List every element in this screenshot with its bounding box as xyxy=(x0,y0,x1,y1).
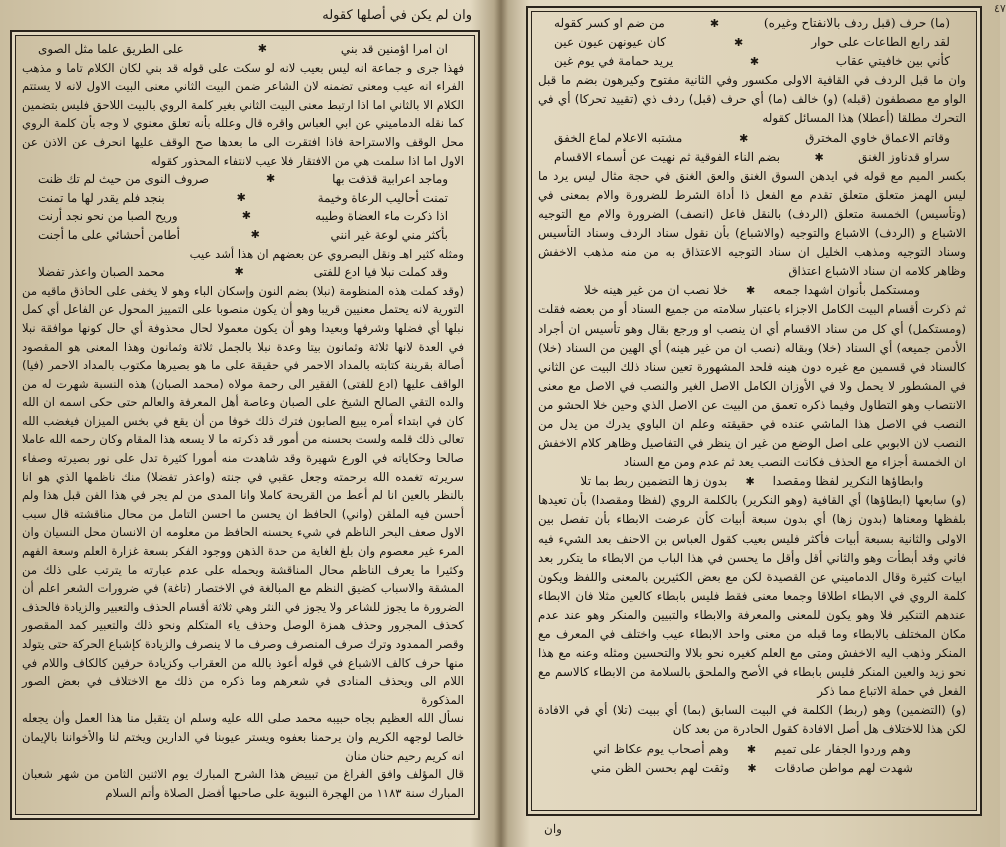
left-page-header: وان لم يكن في أصلها كقوله xyxy=(322,8,472,23)
star-separator: ✱ xyxy=(265,172,276,186)
hemistich: ومستكمل بأنوان اشهدا جمعه xyxy=(773,283,920,298)
hemistich: من ضم او كسر كقوله xyxy=(554,16,665,30)
verse-line xyxy=(22,207,464,226)
verse-line xyxy=(538,129,966,148)
commentary-paragraph: وان ما قبل الردف في القافية الاولى مكسور وفي الثانية مفتوح وكيرهون بضم ما قبل الواو مع مصطفون (قبله) (و) خالف (ما) أي حرف (قبل) ردف ذي (تقييد تحركا) أي في التحرك مطلقا (أعطلا) هذا المسائل كقوله xyxy=(538,73,966,126)
hemistich: وهم وردوا الجفار على تميم xyxy=(774,741,911,756)
left-page xyxy=(0,0,494,847)
hemistich: صروف النوى من حيث لم تك ظنت xyxy=(38,172,209,187)
hemistich: يريد حمامة في يوم غين xyxy=(554,54,674,69)
verse-line xyxy=(22,226,464,245)
star-separator: ✱ xyxy=(747,761,757,775)
star-separator: ✱ xyxy=(241,209,251,223)
hemistich: سراو قدناوز الغنق xyxy=(858,149,950,164)
hemistich: وماجد اعرابية قذفت بها xyxy=(332,172,448,187)
hemistich: لقد رابع الطاعات على حوار xyxy=(811,35,950,50)
verse-line xyxy=(538,52,966,71)
commentary-paragraph: ثم ذكرت أقسام البيت الكامل الاجزاء باعتبار سلامته من جميع السناد أو من بعضه فقلت (ومستكمل) أي كل من سناد الاقسام أي ان ينصب او ورجع بقال وهو تأسيس ان أجراد الأدمن جميعه) أي السناد (خلا) وبقاله (نصب ان من غير هينه) أي الهين من السناد (خلا) كالسناد في قسمين مع غيره دون هينه فلحد المشهورة تعين سناد ذلك البيت عن الثاني في المشطور لا يحمل ولا في الأوزان الكامل الاصل الغير والنصب في الاصل مع معنى الانتصاب وهو التطاول وفيما ذكره تعمق من البيت عن الاصل الذي وحين خلا الحشو من النصب في الاصل هذا الماشي عنده في حقيقته وعلم ان الباوي يدرك من يدل من النصب لان الابوبي على اصل الوضع من غير ان ينظر في التفاصيل وظاهر كلام الاخفش ان الخمسة أجزاء مع الحذف فكانت النصب يعد ثم عدم ومن مع السناد xyxy=(538,302,966,470)
hemistich: كان عيونهن عيون عين xyxy=(554,35,667,50)
hemistich: على الطريق علما مثل الصوى xyxy=(38,42,184,56)
hemistich: ان امرا اؤمنين قد بني xyxy=(340,42,448,56)
hemistich: تمنت أحاليب الرعاة وخيمة xyxy=(317,190,448,205)
star-separator: ✱ xyxy=(749,55,760,69)
star-separator: ✱ xyxy=(745,475,755,489)
hemistich: بأكثر مني لوعة غير انني xyxy=(330,227,448,242)
hemistich: خلا نصب ان من غير هينه خلا xyxy=(584,283,729,298)
star-separator: ✱ xyxy=(746,742,757,756)
closing-prayer: نسأل الله العظيم بجاه حبيبه محمد صلى الله عليه وسلم ان يتقبل منا هذا العمل وأن يجعله خالصا لوجهه الكريم وان يرحمنا بعفوه ويستر عيوبنا في الدارين ويختم لنا والأخواننا بالإيمان انه كريم رحيم حنان منان xyxy=(22,711,464,763)
right-page-text xyxy=(538,14,966,778)
verse-line xyxy=(538,759,966,778)
hemistich: بضم الناء الفوقية ثم نهيت عن أسماء الاقسام xyxy=(554,149,781,164)
star-separator: ✱ xyxy=(250,227,260,241)
catchword: وان xyxy=(544,822,562,836)
hemistich: كأني بين خافيتي عقاب xyxy=(835,54,950,69)
book-gutter xyxy=(494,0,508,847)
verse-line xyxy=(22,40,464,59)
hemistich: وابطاؤها النكرير لفظا ومقصدا xyxy=(772,474,924,489)
hemistich: أطامن أحشائي على ما أجنت xyxy=(38,227,180,242)
hemistich: مشتبه الاعلام لماع الخفق xyxy=(554,130,683,145)
hemistich: محمد الصبان واعذر تفضلا xyxy=(38,265,165,280)
commentary-paragraph: ومثله كثير اهـ ونقل البصروي عن بعضهم ان هذا أشد عيب xyxy=(189,246,464,261)
star-separator: ✱ xyxy=(739,131,749,145)
commentary-paragraph: (و) سابعها (ابطاؤها) أي القافية (وهو النكرير) بالكلمة الروي (لفظا ومقصدا) بأن تعيدها بلفظها ومعناها (بدون زها) أي بدون سبعة أبيات كأن عرضت الابطاء بأن تفصل بين الاولى والثانية بسبعة أبيات فأكثر فليس بعيب كقول العباس بن الاحنف بعد الشيء فيه فاني وقد أبطأت وهو والثاني أقل وأقل ما يحسن في هذا الباب من الابطاء ما يتكرر بعد ابيات كثيرة وقال الدماميني عن القصيدة لكن مع بعض الكثيرين بالمعنى واللفظ ويكون كلمة الروي في الابطاء اطلاقا وجمعا معنى فقط فليس بابطاء كالعين مثلا فان الابطاء عندهم التنكير فلا وهو يكون للمعنى والمعرفة والابطاء والتبيين والمنكر وهو عند عدم مكان المختلف بالابطاء وما قبله من معنى واحد الابطاء عيب واختلف في المعرف مع المنكر وذهب اليه الاخفش ومتى مع العلم كغيره نحو بلالا والتحسين ومثله وعنه مع هذا نحو زيد والعين المنكر فليس بابطاء في الأصح والملحق بالسلامة من الابطاء كالاسم مع الفعل في حملة الاتباع مما ذكر xyxy=(538,493,966,699)
commentary-paragraph: بكسر الميم مع قوله في ايدهن السوق الغنق والعق الغنق في حجة مثال ليس يرد ما ليس الهمز متعلق متعلق تقدم مع الفعل ذا أداة الشرط للضرورة والام بمعنى في (وتأسيس) الخمسة متعلق (الردف) بالنقل فاعل (انصف) الضرورة والام مع التوجيه الاشباع و (الردف) الاشباع والتوجيه (والاشباع) بأن نقول سناد الردف وسناد التأسيس وسناد التوجيه ومذهب الخليل ان سناد التوجيه الاعتذاق به من منه مذهب الاخفش وظاهر كلامه ان سناد الاشباع اعتذاق xyxy=(538,168,966,279)
star-separator: ✱ xyxy=(709,17,720,30)
commentary-paragraph: (وقد كملت هذه المنظومة (نبلا) بضم النون وإسكان الباء وهو لا يخفى على الحاذق ماقيه من التورية لانه يحتمل معنيين قريبا وهو أن يكون منصوبا على التمييز المحول عن الفاعل أي كمل نبلها أي فضلها وشرفها وبعيدا وهو أن يكون معمولا لحال محذوفة أي حال كونها موافقة نبلا في العدة لانها ثلاثة وثمانون بيتا وعدة نبلا بالجمل ثلاثة وثمانون وهذا المعنى هو المقصود أصالة بقرينة كتابته بالمداد الاحمر في حقيقة على ما هو بصيرها مكتوب بالمداد الاحمر (فيا) الواقف عليها (ادع للفتى) الفقير الى رحمة مولاه (محمد الصبان) هذه النسبة شهرت له من والده التقي الصالح الشيخ على الصبان وعاصة أهل المعرفة والعالم حتى حكى اسمه ان الله كان في ابتداء أمره يبيع الصابون فترك ذلك خوفا من أن يقع في بخس الميزان فيغضب الله تعالى ذلك قلمه ولست بحسنه من أمور قد ذكرته ما لا يسعه هذا المقام وكان رحمه الله عاملا صالحا وحكاياته في الورع شهيرة وقد شاهدت منه أمورا كثيرة تدل على نور بصيرته وصفاء سريرته تغمده الله برحمته وجعل عقبي في جنته (واعذر تفضلا) منك ناظمها الذي هو انا بالنظر بالعين انا لم أعط من القريحة كاملا وانا المدى من لم يجر في هذا الفن قبل هذا ولم أحسن فيه الملقن (واني) الحافظ ان يحسن ما احسن التامل من محال مناقشته قال سبب الاول صعف البحر الناظم في شيء يحسنه الحافظ من معلومه ان الانسان محل النسيان وان المرء غير معصوم وان بلغ الغاية من حدة الذهن ووجود الفكر بسعة غزارة العلم وسعة الفهم وكثيرا ما يعرف الناظم محال المناقشة ويحمله على عدم عبارته ما يترتب على ذلك من المشقة والاسباب كضيق النظم مع المبالغة في الاختصار (تاغة) في ضرورات الشعر اعلم أن الضرورة ما يجوز للشاعر ولا يجوز في النثر وهي ثلاثة أقسام الحذف والتعبير والزيادة فالحذف كحذف المجرور وحذف همزة الوصل وحذف ياء المتكلم ونحو ذلك والتعبير كمد المقصور وقصر الممدود وترك صرف المنصرف وصرف ما لا ينصرف والزيادة كإشباع الحركة حتى يتولد منها حرف كالف الاشباع في قوله أعوذ بالله من العقراب وكزيادة حرفين كالكاف واللام في اللام الى ويحذف المنادى في شعرهم وما ذكره من ذلك مع الاختلاف في بعض الصور المذكورة xyxy=(22,283,464,707)
verse-line xyxy=(538,281,966,300)
commentary-paragraph: فهذا جرى و جماعة انه ليس بعيب لانه لو سكت على قوله قد بني لكان الكلام تاما و مذهب الفراء انه عيب ومعنى تضمنه لان الشاعر ضمن البيت الثاني معنى البيت الاول لانه لا يستتم الكلام الا بالثاني اما اذا ارتبط معنى البيت الثاني بغير كلمة الروي بالبيت اللاحق فليس بتضمين كما نقله الدماميني عن ابي العباس واقره قال وعلله بأنه تعلق معنوي لا وجه بأن كلمة الروي محل الوقف والاستراحة فاذا افتقرت الى ما بعدها صح الوقف عليها انحرف عن الاذن عن الاول اما اذا سلمت هي من الافتقار فلا عيب لانتفاء المحذور كقوله xyxy=(22,60,464,168)
star-separator: ✱ xyxy=(257,42,267,55)
verse-line xyxy=(538,33,966,52)
hemistich: وقاتم الاعماق خاوي المخترق xyxy=(805,130,950,145)
hemistich: (ما) حرف (قبل ردف بالانفتاح وغيره) xyxy=(763,16,950,30)
commentary-paragraph: (و) (التضمين) وهو (ربط) الكلمة في البيت السابق (بما) أي ببيت (تلا) أي في الافادة لكن هذا للاختلاف هل أصل الافادة كقول الحادرة من بعد كان xyxy=(538,703,966,737)
verse-line xyxy=(22,189,464,208)
left-page-text xyxy=(22,40,464,802)
star-separator: ✱ xyxy=(814,150,824,164)
hemistich: وثقت لهم بحسن الظن مني xyxy=(590,760,730,775)
verse-line xyxy=(538,740,966,759)
right-page xyxy=(508,0,1006,847)
hemistich: اذا ذكرت ماء العضاة وطيبه xyxy=(315,209,448,224)
hemistich: وقد كملت نبلا فيا ادع للفتى xyxy=(313,265,448,280)
page-number: ٤٧ xyxy=(994,2,1006,15)
hemistich: بنجد فلم يقدر لها ما تمنت xyxy=(38,190,165,205)
star-separator: ✱ xyxy=(734,36,744,50)
hemistich: شهدت لهم مواطن صادقات xyxy=(774,760,914,775)
colophon: قال المؤلف وافق الفراغ من تبييض هذا الشرح المبارك يوم الاثنين الثامن من شهر شعبان المبارك سنة ١١٨٣ من الهجرة النبوية على صاحبها أفضل الصلاة وأتم السلام xyxy=(22,767,464,800)
star-separator: ✱ xyxy=(234,265,244,279)
verse-line xyxy=(538,472,966,491)
star-separator: ✱ xyxy=(746,284,756,298)
verse-line xyxy=(538,148,966,167)
star-separator: ✱ xyxy=(236,190,246,204)
hemistich: بدون زها التضمين ربط بما تلا xyxy=(580,474,728,489)
hemistich: وريح الصبا من نحو نجد أرنت xyxy=(38,209,178,224)
verse-line xyxy=(22,170,464,189)
hemistich: وهم أصحاب يوم عكاظ اني xyxy=(593,741,729,756)
verse-line xyxy=(538,14,966,33)
verse-line xyxy=(22,263,464,282)
